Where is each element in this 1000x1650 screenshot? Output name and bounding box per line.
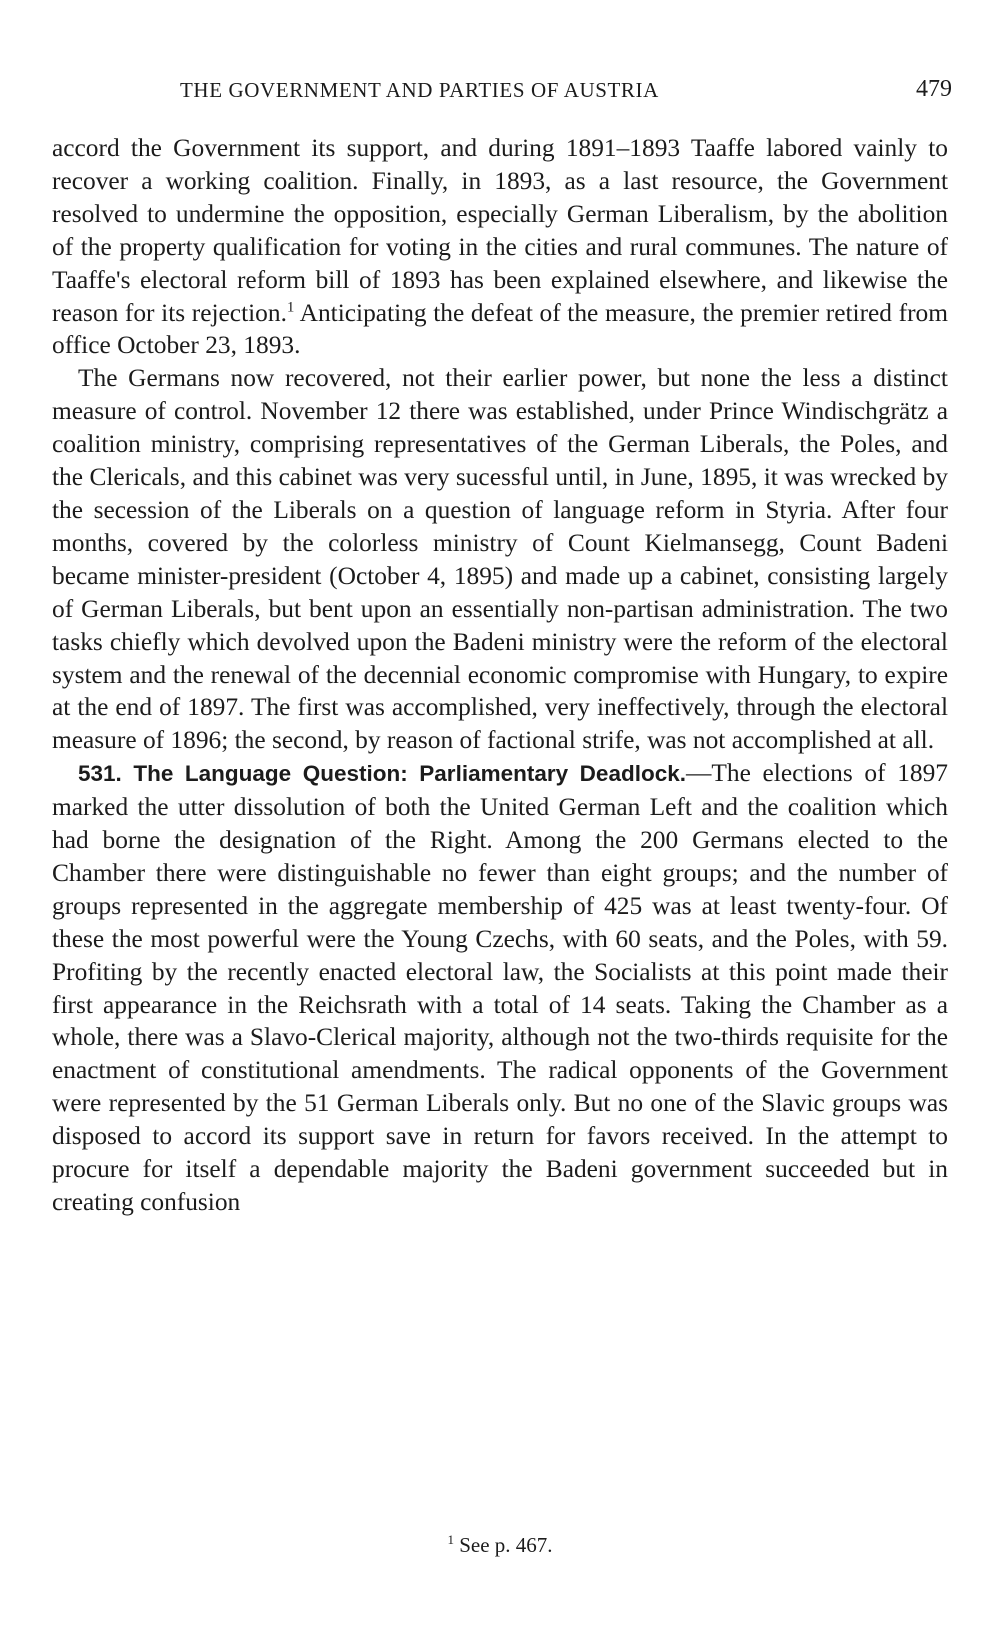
- paragraph-2-text: The Germans now recovered, not their earlier power, but none the less a distinct measure of control. November 12 there was established, under Prince Windischgrätz a coalition ministry, comprising representatives of the German Liberals, the Poles, and the Clericals, and this cabinet was very sucessful until, in June, 1895, it was wrecked by the secession of the Liberals on a question of language reform in Styria. After four months, covered by the colorless ministry of Count Kielmansegg, Count Badeni became minister-president (October 4, 1895) and made up a cabinet, consisting largely of German Liberals, but bent upon an essentially non-partisan administration. The two tasks chiefly which devolved upon the Badeni ministry were the reform of the electoral system and the renewal of the decennial economic compromise with Hungary, to expire at the end of 1897. The first was accomplished, very ineffectively, through the electoral measure of 1896; the second, by reason of factional strife, was not accomplished at all.: [52, 364, 948, 755]
- paragraph-3-text: —The elections of 1897 marked the utter dissolution of both the United German Left and the coalition which had borne the designation of the Right. Among the 200 Germans elected to the Chamber there were distinguishable no fewer than eight groups; and the number of groups represented in the aggregate membership of 425 was at least twenty-four. Of these the most powerful were the Young Czechs, with 60 seats, and the Poles, with 59. Profiting by the recently enacted electoral law, the Socialists at this point made their first appearance in the Reichsrath with a total of 14 seats. Taking the Chamber as a whole, there was a Slavo-Clerical majority, although not the two-thirds requisite for the enactment of constitutional amendments. The radical opponents of the Government were represented by the 51 German Liberals only. But no one of the Slavic groups was disposed to accord its support save in return for favors received. In the attempt to procure for itself a dependable majority the Badeni government succeeded but in creating confusion: [52, 759, 948, 1216]
- footnote-mark: 1: [447, 1532, 454, 1547]
- paragraph-1-text: accord the Government its support, and during 1891–1893 Taaffe labored vainly to recover a working coalition. Finally, in 1893, as a last resource, the Government resolved to undermine the opposition, especially German Liberalism, by the abolition of the property qualification for voting in the cities and rural communes. The nature of Taaffe's electoral reform bill of 1893 has been explained elsewhere, and likewise the reason for its rejection.: [52, 134, 948, 327]
- paragraph-section-531: [52, 757, 948, 1219]
- paragraph-continuation: [52, 132, 948, 362]
- footnote-reference: 1: [286, 299, 295, 316]
- running-title: THE GOVERNMENT AND PARTIES OF AUSTRIA: [180, 78, 659, 102]
- paragraph-germans-recovered: [52, 362, 948, 757]
- section-heading: 531. The Language Question: Parliamentary Deadlock.: [78, 761, 686, 787]
- paragraph-1-text-end: Anticipating the defeat of the measure, the premier retired from office October 23, 1893.: [52, 298, 948, 360]
- running-head: [52, 72, 952, 112]
- footnote: [0, 1532, 1000, 1558]
- footnote-text: See p. 467.: [453, 1533, 553, 1557]
- body-text: [52, 132, 948, 1219]
- page-number: 479: [916, 76, 952, 102]
